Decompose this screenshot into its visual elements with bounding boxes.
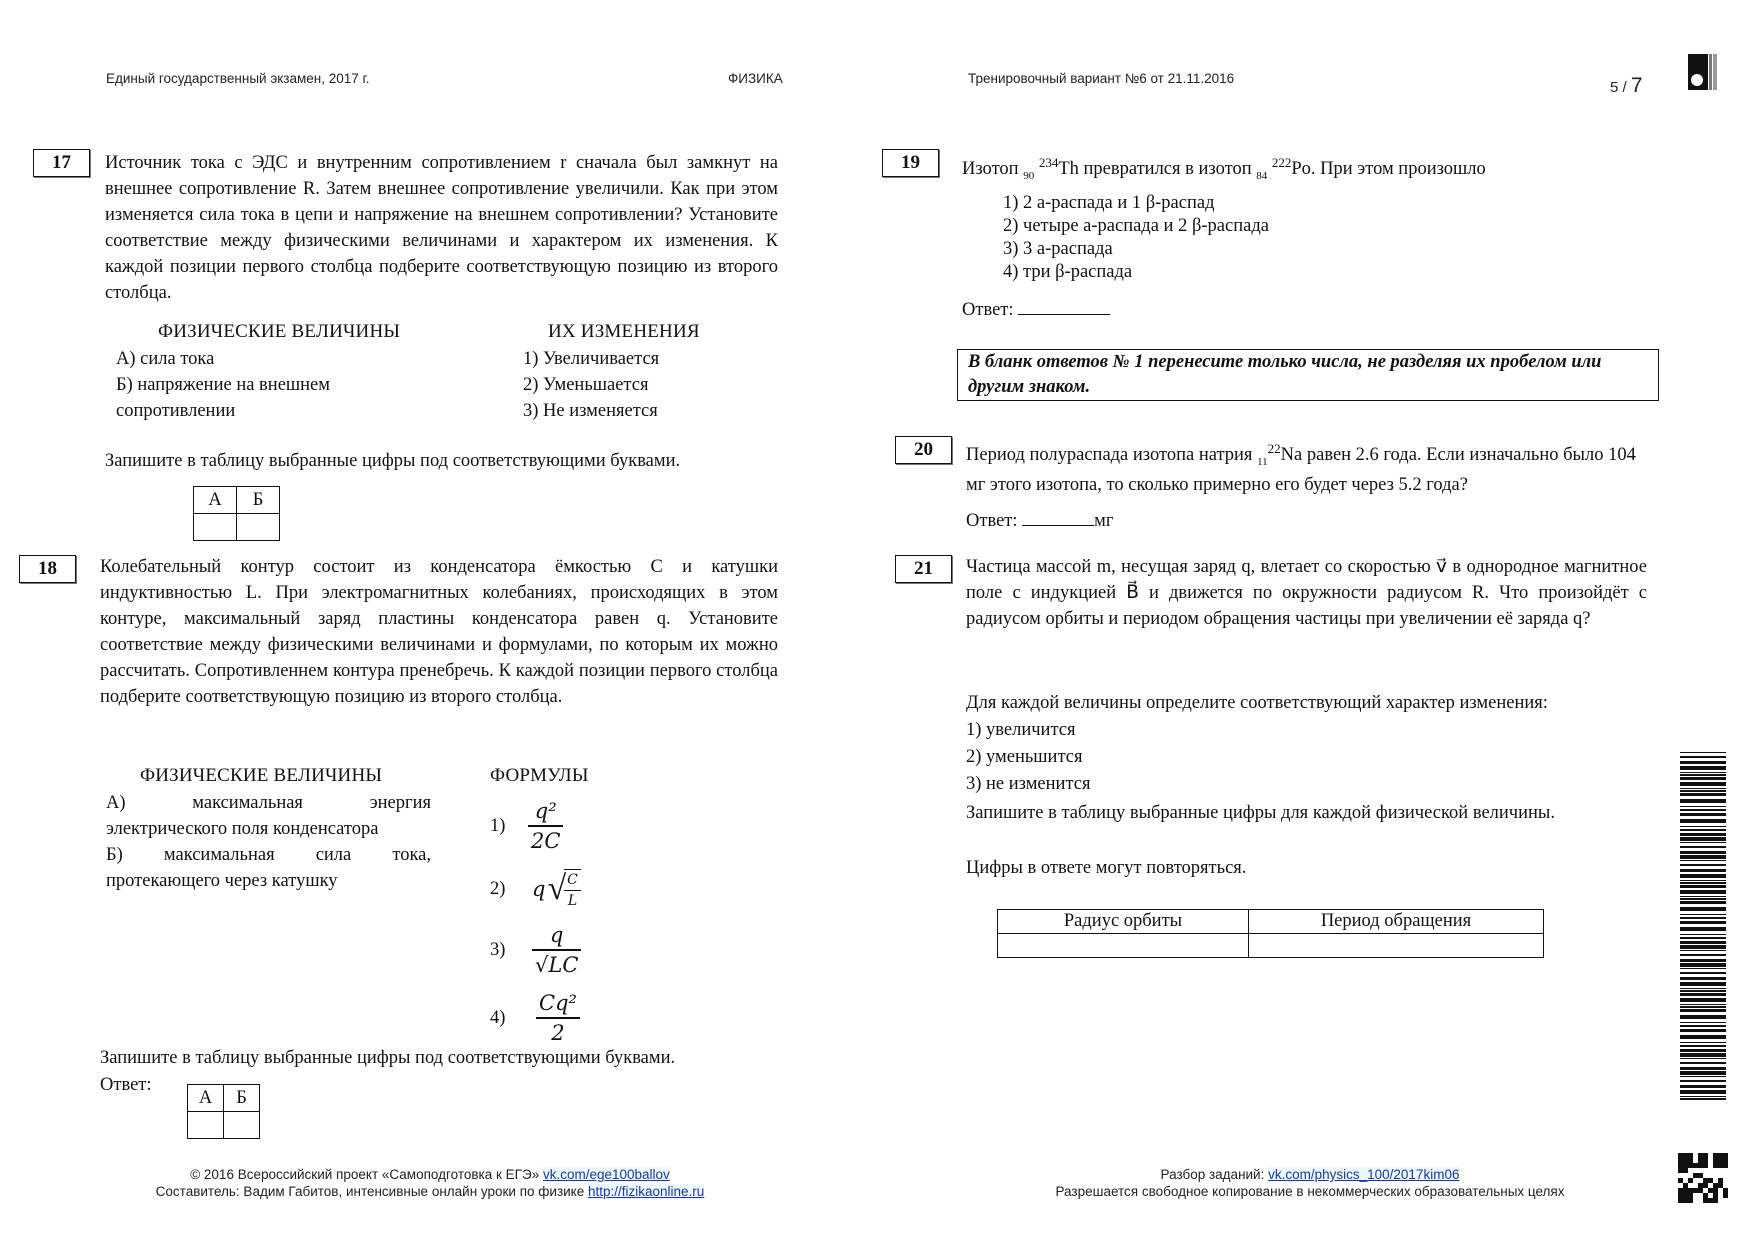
barcode-bar bbox=[1680, 1022, 1726, 1023]
notice-box: В бланк ответов № 1 перенесите только числа, не разделяя их пробелом или другим знаком. bbox=[957, 349, 1659, 401]
barcode-bar bbox=[1680, 882, 1726, 884]
q18-answer-a[interactable] bbox=[188, 1112, 224, 1139]
footer-link-vk-ege[interactable]: vk.com/ege100ballov bbox=[542, 1167, 670, 1182]
q17-right-item: 1) Увеличивается bbox=[523, 349, 660, 369]
qr-module bbox=[1703, 1163, 1708, 1168]
header-variant: Тренировочный вариант №6 от 21.11.2016 bbox=[968, 71, 1235, 86]
q18-header-a: А bbox=[188, 1085, 224, 1112]
question-number-19: 19 bbox=[882, 149, 939, 177]
page-total: 7 bbox=[1630, 74, 1643, 97]
barcode-bar bbox=[1680, 959, 1726, 962]
footer-copyright: © 2016 Всероссийский проект «Самоподготовка к ЕГЭ» bbox=[190, 1167, 543, 1182]
q17-left-list bbox=[116, 346, 330, 424]
header-subject: ФИЗИКА bbox=[728, 71, 783, 86]
footer-analysis-label: Разбор заданий: bbox=[1160, 1167, 1269, 1182]
q19-option[interactable]: 1) 2 а-распада и 1 β-распад bbox=[1003, 193, 1215, 213]
footer-link-vk-physics[interactable]: vk.com/physics_100/2017kim06 bbox=[1268, 1167, 1460, 1182]
q18-item-a: А) максимальная энергия электрического поля конденсатора bbox=[106, 793, 431, 839]
qr-module bbox=[1688, 1198, 1693, 1203]
formula-denominator: √LC bbox=[535, 953, 579, 977]
barcode-bar bbox=[1680, 982, 1726, 986]
barcode-bar bbox=[1680, 1015, 1726, 1019]
barcode-bar bbox=[1680, 833, 1726, 836]
q21-answer-period[interactable] bbox=[1249, 934, 1544, 958]
barcode-bar bbox=[1680, 1071, 1726, 1075]
qr-module bbox=[1713, 1198, 1718, 1203]
barcode-bar bbox=[1680, 829, 1726, 831]
barcode-bar bbox=[1680, 1067, 1726, 1070]
q18-instruction: Запишите в таблицу выбранные цифры под соответствующими буквами. bbox=[100, 1048, 676, 1068]
page-number bbox=[1610, 74, 1643, 98]
barcode-bar bbox=[1680, 917, 1726, 919]
barcode-bar bbox=[1680, 1076, 1726, 1077]
question-number-20: 20 bbox=[895, 436, 952, 464]
barcode-bar bbox=[1680, 914, 1726, 915]
q21-options bbox=[966, 717, 1090, 798]
barcode-bar bbox=[1680, 990, 1726, 992]
barcode-bar bbox=[1680, 977, 1726, 980]
barcode-bar bbox=[1680, 826, 1726, 827]
barcode-bar bbox=[1680, 860, 1726, 861]
q18-col2-title: ФОРМУЛЫ bbox=[490, 765, 589, 786]
q17-answer-a[interactable] bbox=[194, 514, 237, 541]
question-number-17: 17 bbox=[33, 149, 90, 177]
barcode-bar bbox=[1680, 799, 1726, 803]
barcode-bar bbox=[1680, 1080, 1726, 1082]
barcode-bar bbox=[1680, 1085, 1726, 1088]
formula-denominator: 2C bbox=[531, 829, 561, 853]
q19-iso2-a: 222 bbox=[1271, 155, 1292, 170]
barcode-bar bbox=[1680, 1042, 1726, 1043]
barcode-bar bbox=[1680, 874, 1726, 878]
q17-header-b: Б bbox=[237, 487, 280, 514]
barcode-icon bbox=[1680, 752, 1726, 1100]
barcode-bar bbox=[1680, 1058, 1726, 1059]
barcode-bar bbox=[1680, 937, 1726, 939]
question-number-18: 18 bbox=[19, 555, 76, 583]
q17-left-item: сопротивлении bbox=[116, 401, 236, 421]
q17-left-item: Б) напряжение на внешнем bbox=[116, 375, 330, 395]
q18-answer-label: Ответ: bbox=[100, 1075, 152, 1095]
footer-author: Составитель: Вадим Габитов, интенсивные онлайн уроки по физике bbox=[155, 1184, 588, 1199]
qr-module bbox=[1688, 1178, 1693, 1183]
q19-option[interactable]: 2) четыре а-распада и 2 β-распада bbox=[1003, 216, 1269, 236]
q18-col1-title: ФИЗИЧЕСКИЕ ВЕЛИЧИНЫ bbox=[140, 765, 383, 786]
q19-answer bbox=[962, 296, 1110, 323]
barcode-bar bbox=[1680, 837, 1726, 841]
q21-text: Частица массой m, несущая заряд q, влетает со скоростью v⃗ в однородное магнитное поле с индукцией B⃗ и движется по окружности радиусом R. Что произойдёт с радиусом орбиты и периодом обращения частицы при увеличении её заряда q? bbox=[966, 557, 1647, 629]
barcode-bar bbox=[1680, 968, 1726, 969]
q21-header-period: Период обращения bbox=[1249, 910, 1544, 934]
q20-answer-unit: мг bbox=[1094, 511, 1114, 531]
barcode-bar bbox=[1680, 846, 1726, 848]
q17-answer-b[interactable] bbox=[237, 514, 280, 541]
barcode-bar bbox=[1680, 1053, 1726, 1057]
barcode-bar bbox=[1680, 907, 1726, 911]
barcode-bar bbox=[1680, 950, 1726, 951]
formula-denominator: 2 bbox=[551, 1021, 565, 1045]
question-number-21: 21 bbox=[895, 555, 952, 583]
page-current: 5 bbox=[1610, 79, 1619, 96]
q19-option[interactable]: 4) три β-распада bbox=[1003, 262, 1133, 282]
q19-text-mid: превратился в изотоп bbox=[1078, 159, 1257, 180]
q21-note: Цифры в ответе могут повторяться. bbox=[966, 858, 1247, 878]
barcode-bar bbox=[1680, 766, 1726, 770]
barcode-bar bbox=[1680, 842, 1726, 843]
formula-3 bbox=[490, 919, 581, 981]
q19-options bbox=[1003, 192, 1269, 284]
q19-iso2-symbol: Po bbox=[1291, 159, 1311, 180]
q17-text: Источник тока с ЭДС и внутренним сопротивлением r сначала был замкнут на внешнее сопротивление R. Затем внешнее сопротивление увеличили. Как при этом изменяется сила тока в цепи и напряжение на внешнем сопротивлении? Установите соответствие между физическими величинами и характером их изменения. К каждой позиции первого столбца подберите соответствующую позицию из второго столбца. bbox=[105, 153, 778, 303]
formula-2 bbox=[490, 861, 581, 917]
q19-text-before: Изотоп bbox=[962, 159, 1024, 180]
barcode-bar bbox=[1680, 972, 1726, 974]
barcode-bar bbox=[1680, 885, 1726, 888]
barcode-bar bbox=[1680, 777, 1726, 780]
q20-text-before: Период полураспада изотопа натрия bbox=[966, 445, 1258, 466]
q21-option: 2) уменьшится bbox=[966, 747, 1083, 767]
footer-left bbox=[80, 1166, 780, 1200]
q18-item-b: Б) максимальная сила тока, протекающего через катушку bbox=[106, 845, 431, 891]
formula-label: 2) bbox=[490, 879, 506, 899]
radicand-denominator: L bbox=[567, 893, 578, 909]
barcode-bar bbox=[1680, 921, 1726, 924]
barcode-bar bbox=[1680, 1004, 1726, 1005]
barcode-bar bbox=[1680, 1025, 1726, 1027]
barcode-bar bbox=[1680, 896, 1726, 897]
barcode-bar bbox=[1680, 819, 1726, 823]
barcode-bar bbox=[1680, 1062, 1726, 1064]
q19-text bbox=[962, 150, 1486, 189]
q19-iso1-symbol: Th bbox=[1058, 159, 1079, 180]
q20-answer bbox=[966, 507, 1113, 534]
q19-iso2-z: 84 bbox=[1256, 169, 1268, 182]
barcode-bar bbox=[1680, 945, 1726, 949]
page-separator: / bbox=[1618, 79, 1631, 96]
q21-answer-radius[interactable] bbox=[998, 934, 1249, 958]
q18-header-b: Б bbox=[224, 1085, 260, 1112]
barcode-bar bbox=[1680, 790, 1726, 792]
barcode-bar bbox=[1680, 927, 1726, 931]
barcode-bar bbox=[1680, 890, 1726, 894]
q17-right-list bbox=[523, 346, 659, 424]
barcode-bar bbox=[1680, 880, 1726, 881]
formula-label: 4) bbox=[490, 1008, 506, 1028]
q20-iso-symbol: Na bbox=[1280, 445, 1303, 466]
formula-1 bbox=[490, 795, 563, 857]
q21-answer-table bbox=[997, 909, 1544, 958]
barcode-bar bbox=[1680, 809, 1726, 811]
barcode-bar bbox=[1680, 998, 1726, 1002]
radicand-numerator: C bbox=[567, 872, 578, 888]
barcode-bar bbox=[1680, 901, 1726, 904]
q19-text-after: . При этом произошло bbox=[1310, 159, 1486, 180]
formula-numerator: Cq² bbox=[539, 991, 577, 1015]
q17-col2-title: ИХ ИЗМЕНЕНИЯ bbox=[548, 321, 700, 342]
barcode-bar bbox=[1680, 761, 1726, 764]
barcode-bar bbox=[1680, 1009, 1726, 1012]
q20-iso-z: 11 bbox=[1257, 455, 1268, 468]
barcode-bar bbox=[1680, 954, 1726, 956]
barcode-bar bbox=[1680, 1035, 1726, 1039]
formula-numerator: q bbox=[549, 923, 564, 947]
barcode-bar bbox=[1680, 941, 1726, 944]
q21-instruction: Запишите в таблицу выбранные цифры для каждой физической величины. bbox=[966, 803, 1555, 823]
q17-right-item: 2) Уменьшается bbox=[523, 375, 649, 395]
barcode-bar bbox=[1680, 782, 1726, 786]
barcode-bar bbox=[1680, 1029, 1726, 1032]
q17-right-item: 3) Не изменяется bbox=[523, 401, 658, 421]
formula-label: 1) bbox=[490, 816, 506, 836]
barcode-bar bbox=[1680, 993, 1726, 996]
barcode-bar bbox=[1680, 1090, 1726, 1094]
q19-iso1-z: 90 bbox=[1023, 169, 1035, 182]
barcode-bar bbox=[1680, 869, 1726, 872]
barcode-bar bbox=[1680, 756, 1726, 758]
q18-answer-table bbox=[187, 1084, 260, 1139]
q21-option: 3) не изменится bbox=[966, 774, 1091, 794]
formula-4 bbox=[490, 985, 580, 1051]
q17-instruction: Запишите в таблицу выбранные цифры под соответствующими буквами. bbox=[105, 451, 681, 471]
corner-marker-icon bbox=[1688, 54, 1718, 90]
q17-left-item: А) сила тока bbox=[116, 349, 215, 369]
barcode-bar bbox=[1680, 752, 1726, 753]
q17-answer-table bbox=[193, 486, 280, 541]
barcode-bar bbox=[1680, 864, 1726, 866]
barcode-bar bbox=[1680, 1049, 1726, 1052]
barcode-bar bbox=[1680, 855, 1726, 859]
footer-license: Разрешается свободное копирование в некоммерческих образовательных целях bbox=[1055, 1184, 1565, 1199]
q21-option: 1) увеличится bbox=[966, 720, 1076, 740]
q20-text-after: равен 2.6 года. Если изначально было 104 мг этого изотопа, то сколько примерно его будет через 5.2 года? bbox=[966, 445, 1636, 495]
formula-prefix: q bbox=[532, 877, 546, 901]
barcode-bar bbox=[1680, 898, 1726, 900]
qr-module bbox=[1683, 1168, 1688, 1173]
barcode-bar bbox=[1680, 788, 1726, 789]
q21-header-radius: Радиус орбиты bbox=[998, 910, 1249, 934]
barcode-bar bbox=[1680, 1096, 1726, 1097]
q20-answer-label: Ответ: bbox=[966, 511, 1018, 531]
footer-link-fizikaonline[interactable]: http://fizikaonline.ru bbox=[588, 1184, 705, 1199]
q20-text bbox=[966, 437, 1646, 497]
qr-module bbox=[1723, 1163, 1728, 1168]
barcode-bar bbox=[1680, 774, 1726, 776]
header-exam: Единый государственный экзамен, 2017 г. bbox=[106, 71, 370, 86]
formula-numerator: q² bbox=[534, 799, 557, 823]
barcode-bar bbox=[1680, 1098, 1726, 1100]
q17-header-a: А bbox=[194, 487, 237, 514]
sqrt-sign-icon: √ bbox=[547, 870, 567, 907]
barcode-bar bbox=[1680, 813, 1726, 816]
barcode-bar bbox=[1680, 772, 1726, 773]
q19-iso1-a: 234 bbox=[1038, 155, 1059, 170]
barcode-bar bbox=[1680, 988, 1726, 989]
barcode-bar bbox=[1680, 1006, 1726, 1008]
barcode-bar bbox=[1680, 793, 1726, 796]
q20-iso-a: 22 bbox=[1267, 441, 1281, 456]
qr-code-icon bbox=[1678, 1153, 1728, 1203]
q19-answer-label: Ответ: bbox=[962, 300, 1014, 320]
q18-text: Колебательный контур состоит из конденсатора ёмкостью С и катушки индуктивностью L. При электромагнитных колебаниях, происходящих в этом контуре, максимальный заряд пластины конденсатора равен q. Установите соответствие между физическими величинами и формулами, по которым их можно рассчитать. Сопротивленнем контура пренебречь. К каждой позиции первого столбца подберите соответствующую позицию из второго столбца. bbox=[100, 557, 778, 707]
q20-answer-field[interactable] bbox=[1022, 507, 1094, 526]
q19-answer-field[interactable] bbox=[1018, 296, 1110, 315]
barcode-bar bbox=[1680, 806, 1726, 807]
qr-module bbox=[1723, 1193, 1728, 1198]
formula-label: 3) bbox=[490, 940, 506, 960]
q19-option[interactable]: 3) 3 а-распада bbox=[1003, 239, 1113, 259]
q18-answer-b[interactable] bbox=[224, 1112, 260, 1139]
q17-col1-title: ФИЗИЧЕСКИЕ ВЕЛИЧИНЫ bbox=[158, 321, 401, 342]
barcode-bar bbox=[1680, 851, 1726, 854]
barcode-bar bbox=[1680, 1045, 1726, 1047]
barcode-bar bbox=[1680, 963, 1726, 967]
q21-prompt: Для каждой величины определите соответствующий характер изменения: bbox=[966, 693, 1548, 713]
footer-right bbox=[1000, 1166, 1620, 1200]
barcode-bar bbox=[1680, 934, 1726, 935]
